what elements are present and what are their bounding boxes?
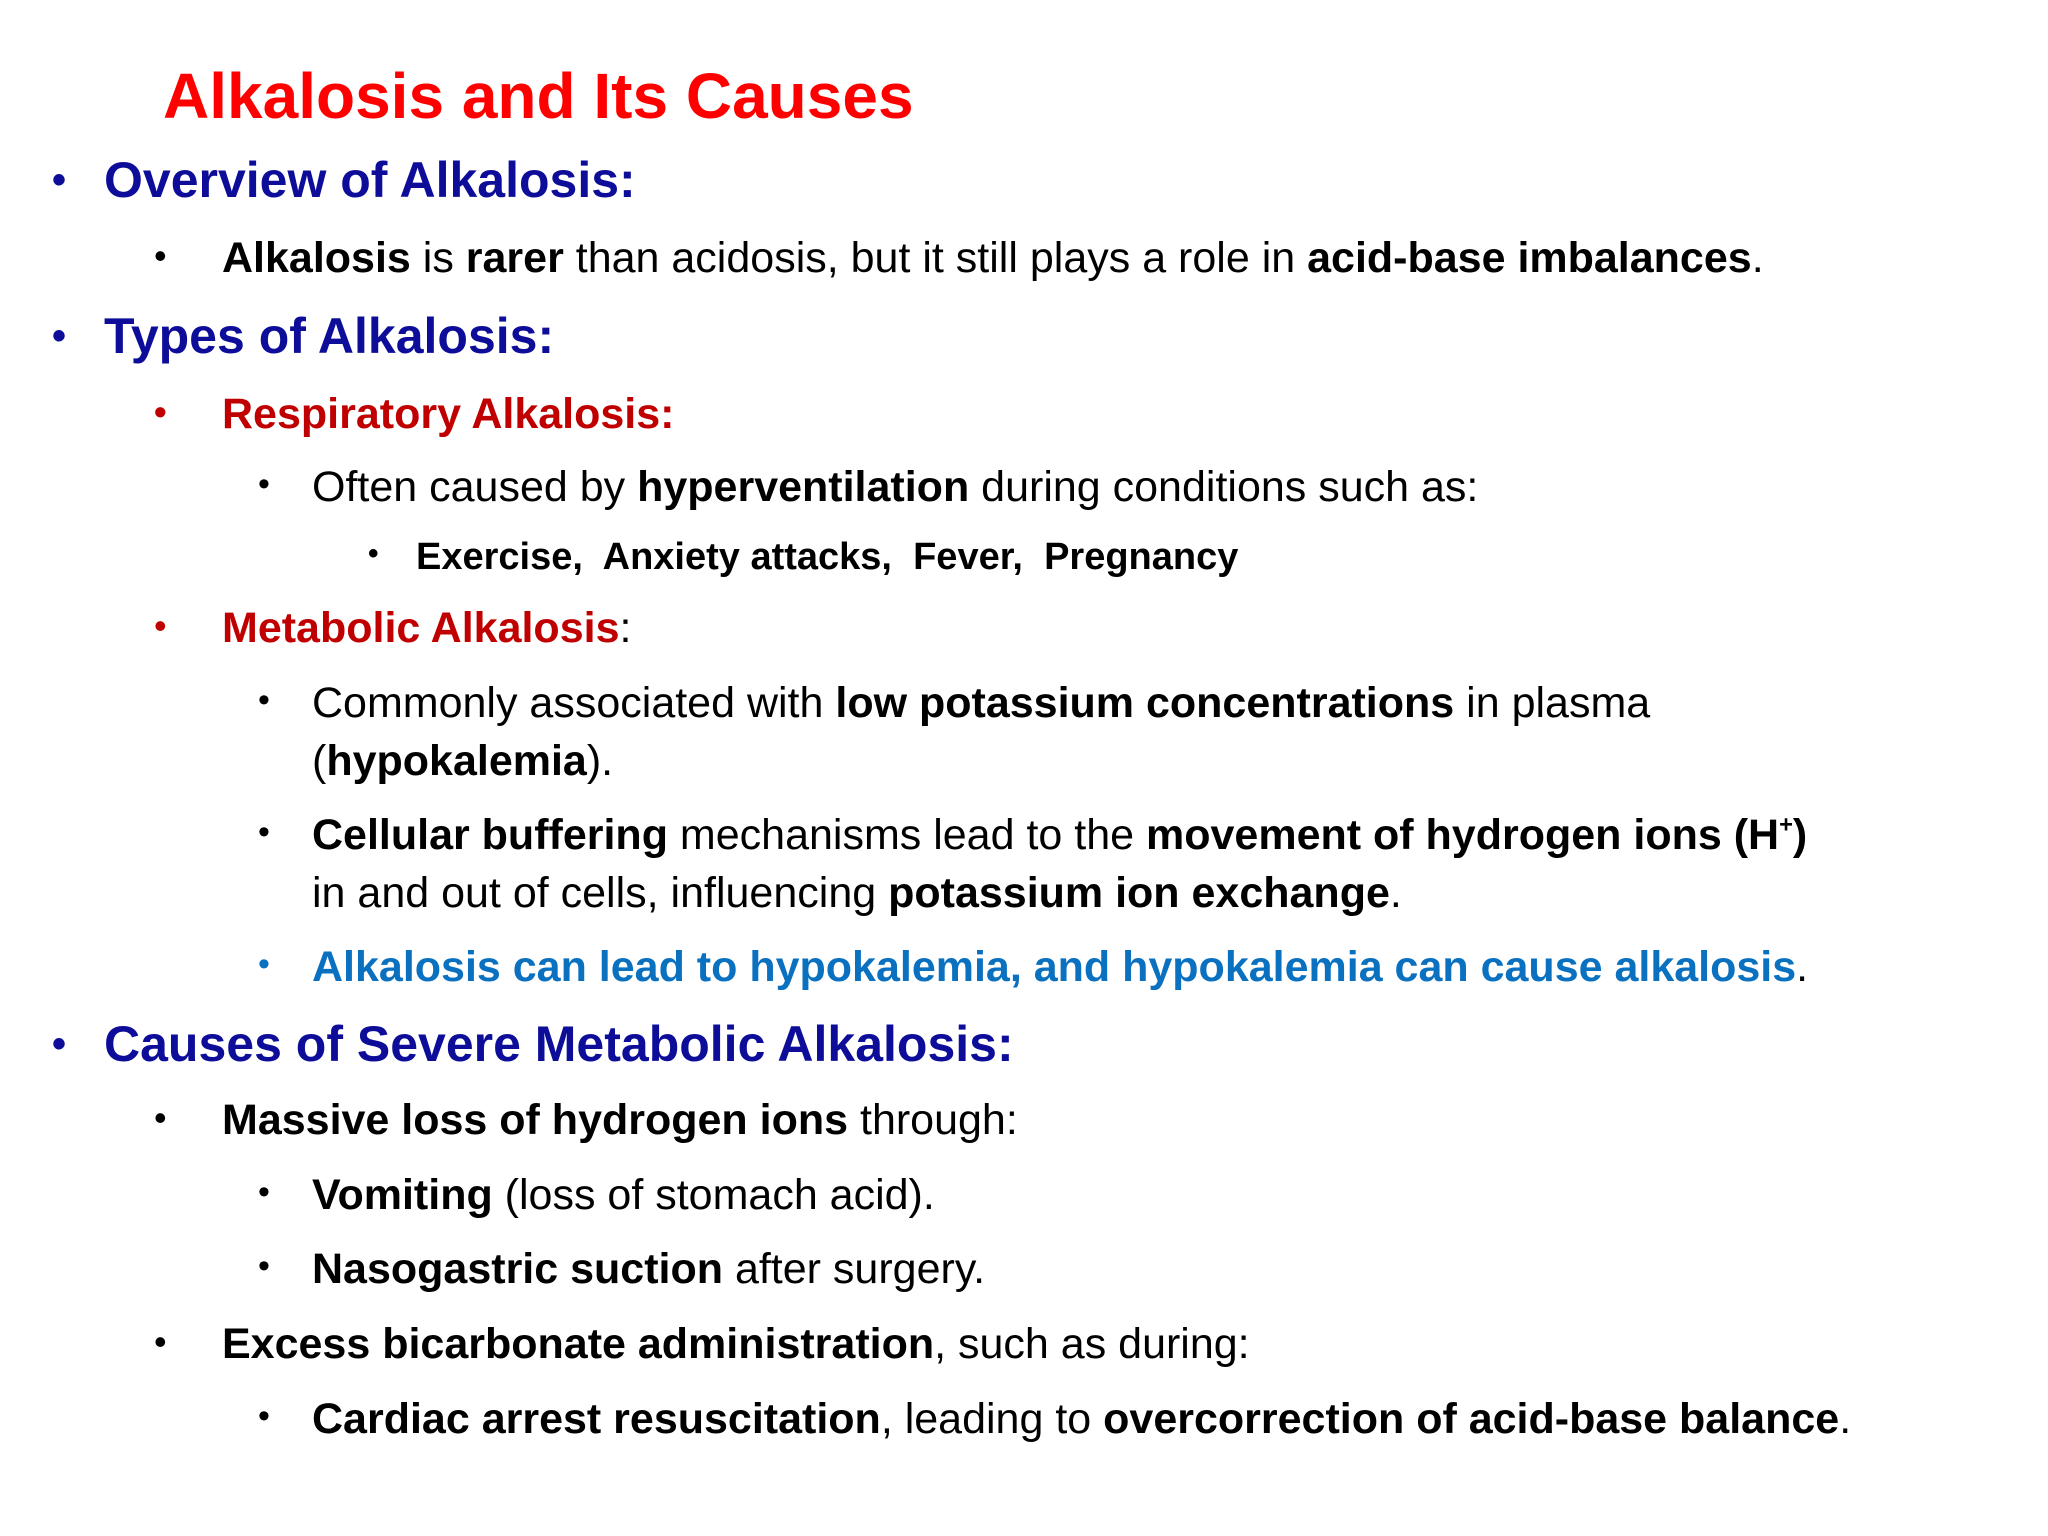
heading-causes-text: Causes of Severe Metabolic Alkalosis: [104,1016,1014,1072]
bullet-icon: • [368,537,379,570]
bullet-icon: • [154,235,167,276]
metabolic-line-2-cont [312,864,1402,922]
text: after surgery. [723,1245,986,1293]
text: , such as during: [934,1320,1250,1368]
subheading-metabolic-text: Metabolic Alkalosis [222,604,620,652]
causes-hydrogen-line [154,1092,1018,1148]
text: in plasma [1454,679,1651,727]
term-potassium-exchange: potassium ion exchange [888,869,1390,917]
respiratory-conditions [368,532,1239,582]
text: ) [1792,811,1808,859]
text: ). [586,737,614,785]
text: (loss of stomach acid). [492,1171,935,1219]
subheading-respiratory-text: Respiratory Alkalosis: [222,390,675,438]
term-acid-base-imbalances: acid-base imbalances [1307,234,1752,282]
bullet-icon: • [258,813,270,851]
term-vomiting: Vomiting [312,1171,493,1219]
text: in and out of cells, influencing [312,869,889,917]
bullet-icon: • [154,1097,167,1138]
causes-cardiac [258,1390,1852,1448]
text: through: [848,1096,1018,1144]
bullet-icon: • [154,391,167,432]
heading-overview-text: Overview of Alkalosis: [104,152,636,208]
overview-line [154,230,1764,286]
term-hyperventilation: hyperventilation [637,463,970,511]
heading-types-text: Types of Alkalosis: [104,308,555,364]
text: during conditions such as: [969,463,1479,511]
text: ( [312,737,327,785]
respiratory-line [258,458,1479,516]
text: is [410,234,466,282]
bullet-icon: • [154,605,167,646]
bullet-icon: • [258,681,270,719]
metabolic-line-3 [258,938,1809,996]
text: than acidosis, but it still plays a role in [563,234,1308,282]
causes-vomiting [258,1166,935,1224]
term-low-potassium: low potassium concentrations [835,679,1455,727]
bullet-icon: • [258,465,270,503]
highlight-text: Alkalosis can lead to hypokalemia, and hypokalemia can cause alkalosis [312,943,1797,991]
bullet-icon: • [154,1321,167,1362]
subheading-metabolic [154,600,632,656]
subheading-respiratory [154,386,675,442]
bullet-icon: • [258,1247,270,1285]
term-overcorrection: overcorrection of acid-base balance [1103,1395,1840,1443]
conditions-text: Exercise, Anxiety attacks, Fever, Pregnancy [416,536,1239,578]
heading-overview [52,150,636,210]
term-alkalosis: Alkalosis [222,234,411,282]
text: mechanisms lead to the [667,811,1146,859]
term-hydrogen-loss: Massive loss of hydrogen ions [222,1096,849,1144]
heading-causes [52,1014,1014,1074]
bullet-icon: • [258,1397,270,1435]
bullet-icon: • [258,945,270,983]
term-hypokalemia: hypokalemia [326,737,587,785]
term-rarer: rarer [465,234,564,282]
text: . [1796,943,1809,991]
slide-title: Alkalosis and Its Causes [163,60,914,132]
text: , leading to [880,1395,1104,1443]
term-nasogastric-suction: Nasogastric suction [312,1245,723,1293]
bullet-icon: • [52,314,67,358]
text: Often caused by [312,463,638,511]
term-cardiac-arrest: Cardiac arrest resuscitation [312,1395,881,1443]
term-hydrogen-movement: movement of hydrogen ions (H [1146,811,1780,859]
metabolic-line-1 [258,674,1651,732]
bullet-icon: • [52,1022,67,1066]
text: . [1751,234,1764,282]
text: Commonly associated with [312,679,836,727]
heading-types [52,306,555,366]
term-cellular-buffering: Cellular buffering [312,811,668,859]
term-excess-bicarbonate: Excess bicarbonate administration [222,1320,935,1368]
metabolic-line-1-cont [312,732,613,790]
causes-bicarbonate-line [154,1316,1250,1372]
text: . [1389,869,1402,917]
bullet-icon: • [52,158,67,202]
text: : [619,604,632,652]
text: . [1839,1395,1852,1443]
superscript-plus: + [1779,812,1793,839]
causes-suction [258,1240,986,1298]
metabolic-line-2 [258,806,1808,864]
bullet-icon: • [258,1173,270,1211]
